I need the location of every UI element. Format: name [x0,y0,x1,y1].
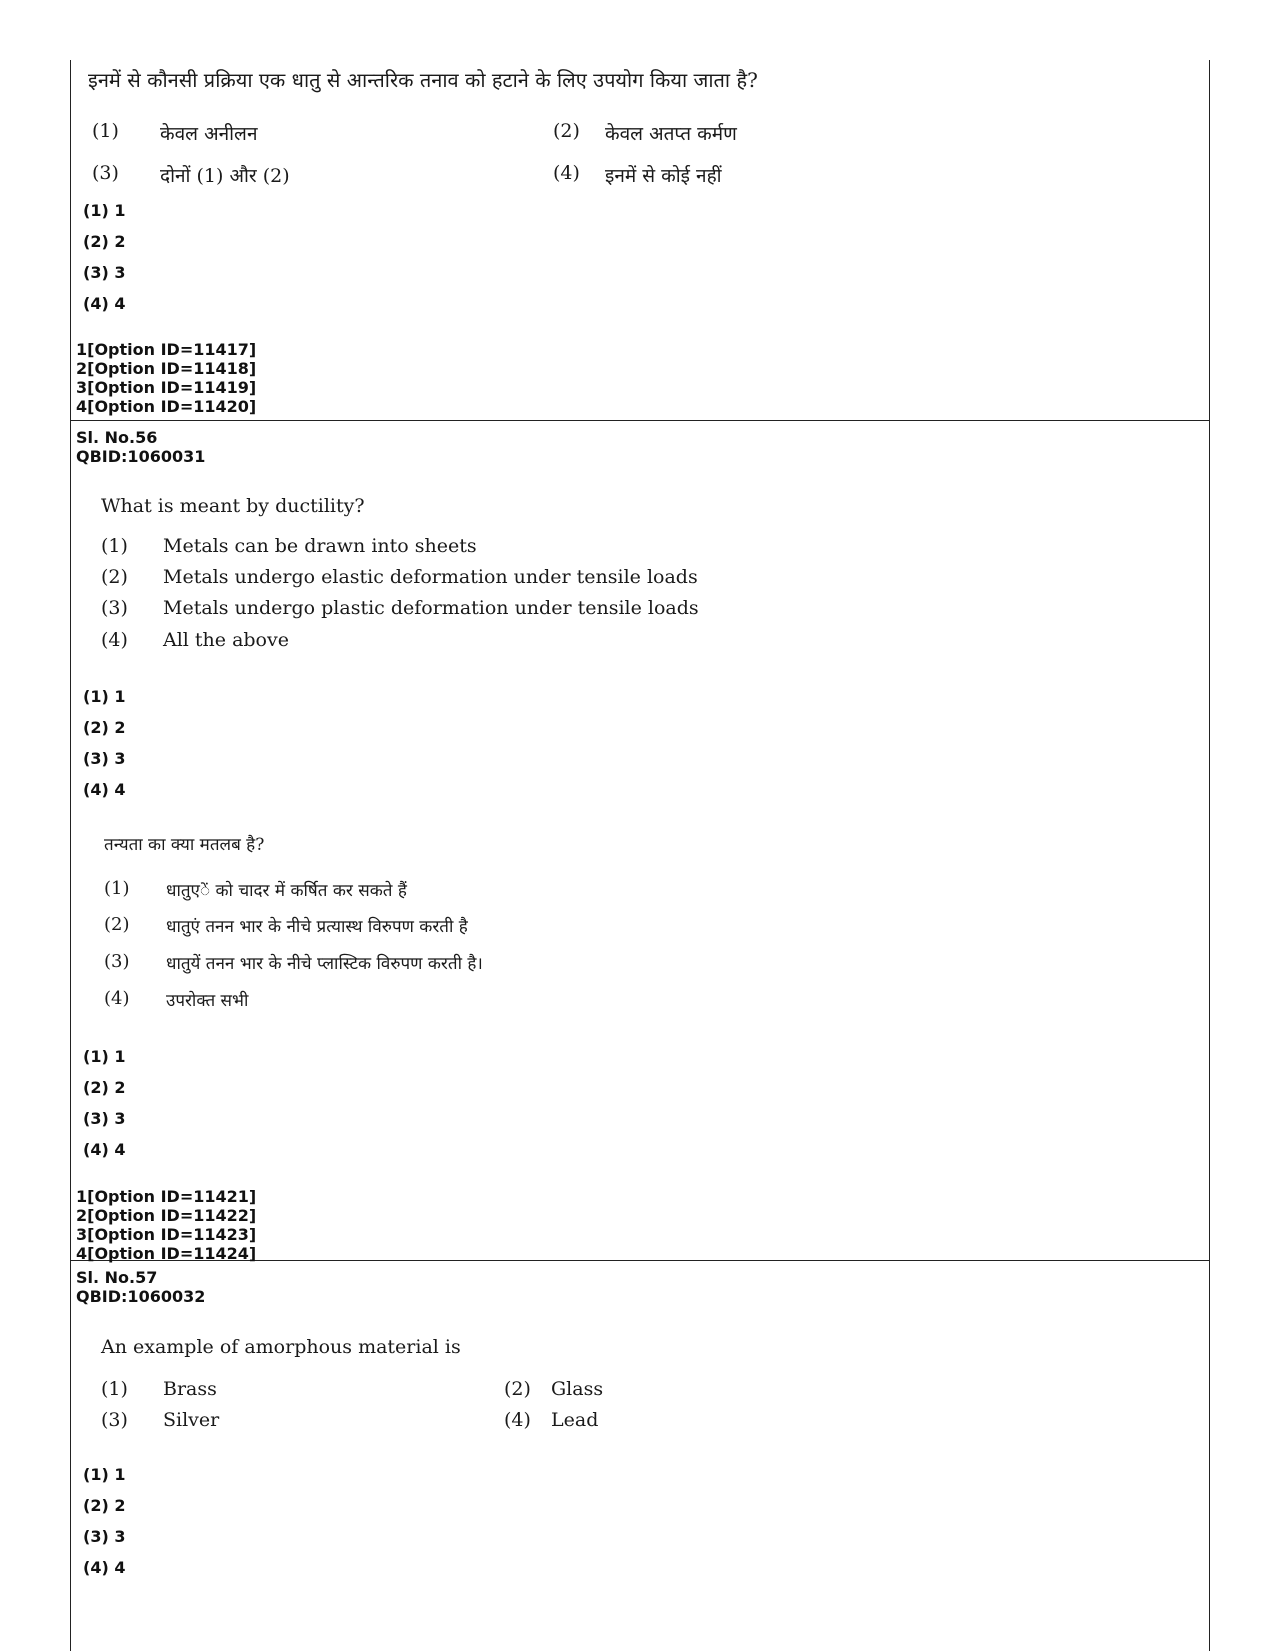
question-text-hindi: तन्यता का क्या मतलब है? [104,835,265,855]
option-number: (2) [553,120,580,142]
option-text: Metals undergo elastic deformation under tensile loads [163,566,698,588]
answer-choice-2[interactable]: (2) 2 [83,718,126,737]
option-text: इनमें से कोई नहीं [605,165,722,187]
answer-choice-1[interactable]: (1) 1 [83,687,126,706]
option-text: धातुयें तनन भार के नीचे प्लास्टिक विरुपण करती है। [166,954,483,974]
answer-choice-3[interactable]: (3) 3 [83,749,126,768]
option-text: धातुएें को चादर में कर्षित कर सकते हैं [166,881,407,901]
answer-choice-1[interactable]: (1) 1 [83,201,126,220]
serial-number: Sl. No.56 [76,428,158,447]
option-text: Metals undergo plastic deformation under tensile loads [163,597,699,619]
option-text: All the above [163,629,289,651]
option-number: (3) [92,162,119,184]
question-text: An example of amorphous material is [101,1336,461,1358]
option-number: (4) [104,988,130,1009]
option-number: (1) [101,1378,128,1400]
option-number: (1) [92,120,119,142]
option-number: (2) [104,914,130,935]
option-id: 2[Option ID=11418] [76,359,257,378]
option-id: 1[Option ID=11417] [76,340,257,359]
option-id: 4[Option ID=11420] [76,397,257,416]
answer-choice-4[interactable]: (4) 4 [83,1558,126,1577]
answer-choice-3[interactable]: (3) 3 [83,1527,126,1546]
option-text: Lead [551,1409,599,1431]
option-number: (1) [101,535,128,557]
option-id: 4[Option ID=11424] [76,1244,257,1263]
serial-number: Sl. No.57 [76,1268,158,1287]
option-number: (4) [553,162,580,184]
qbid: QBID:1060032 [76,1287,206,1306]
option-id: 1[Option ID=11421] [76,1187,257,1206]
page-frame [70,60,1210,1651]
option-number: (3) [101,597,128,619]
option-id: 2[Option ID=11422] [76,1206,257,1225]
answer-choice-1[interactable]: (1) 1 [83,1047,126,1066]
question-text: What is meant by ductility? [101,495,365,517]
option-text: Brass [163,1378,217,1400]
option-number: (3) [104,951,130,972]
option-text: केवल अतप्त कर्मण [605,123,737,145]
option-text: उपरोक्त सभी [166,991,249,1011]
option-text: केवल अनीलन [160,123,258,145]
answer-choice-2[interactable]: (2) 2 [83,1078,126,1097]
answer-choice-3[interactable]: (3) 3 [83,1109,126,1128]
answer-choice-3[interactable]: (3) 3 [83,263,126,282]
option-number: (4) [101,629,128,651]
qbid: QBID:1060031 [76,447,206,466]
option-number: (2) [101,566,128,588]
option-number: (2) [504,1378,531,1400]
answer-choice-1[interactable]: (1) 1 [83,1465,126,1484]
divider-q56 [70,420,1210,421]
option-number: (1) [104,878,130,899]
question-text-hindi: इनमें से कौनसी प्रक्रिया एक धातु से आन्तरिक तनाव को हटाने के लिए उपयोग किया जाता है? [88,68,758,92]
answer-choice-4[interactable]: (4) 4 [83,1140,126,1159]
option-text: Metals can be drawn into sheets [163,535,477,557]
option-number: (3) [101,1409,128,1431]
answer-choice-2[interactable]: (2) 2 [83,232,126,251]
option-number: (4) [504,1409,531,1431]
answer-choice-2[interactable]: (2) 2 [83,1496,126,1515]
option-text: धातुएं तनन भार के नीचे प्रत्यास्थ विरुपण करती है [166,917,468,937]
option-id: 3[Option ID=11419] [76,378,257,397]
option-text: Glass [551,1378,604,1400]
option-text: Silver [163,1409,220,1431]
option-text: दोनों (1) और (2) [160,165,290,187]
option-id: 3[Option ID=11423] [76,1225,257,1244]
answer-choice-4[interactable]: (4) 4 [83,780,126,799]
answer-choice-4[interactable]: (4) 4 [83,294,126,313]
